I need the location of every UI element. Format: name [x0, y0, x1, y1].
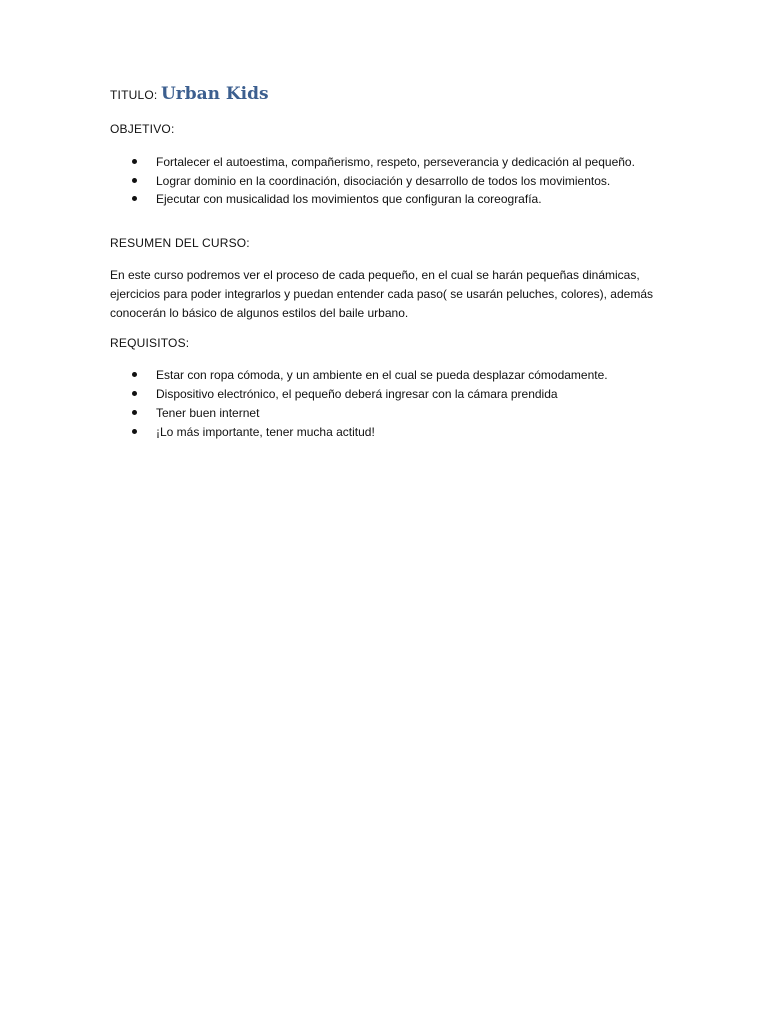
bullet-icon — [132, 178, 137, 183]
list-item-text: Lograr dominio en la coordinación, disociación y desarrollo de todos los movimientos. — [156, 174, 611, 188]
requisitos-heading: REQUISITOS: — [110, 336, 190, 350]
list-item-text: Estar con ropa cómoda, y un ambiente en el cual se pueda desplazar cómodamente. — [156, 368, 608, 382]
list-item-text: Fortalecer el autoestima, compañerismo, respeto, perseverancia y dedicación al pequeño. — [156, 155, 635, 169]
title-label: TITULO: — [110, 88, 161, 102]
resumen-heading: RESUMEN DEL CURSO: — [110, 236, 250, 250]
bullet-icon — [132, 372, 137, 377]
list-item — [110, 154, 670, 170]
objetivo-heading: OBJETIVO: — [110, 122, 175, 136]
bullet-icon — [132, 159, 137, 164]
objetivo-list — [110, 154, 670, 210]
list-item — [110, 173, 670, 189]
bullet-icon — [132, 391, 137, 396]
bullet-icon — [132, 196, 137, 201]
list-item-text: Dispositivo electrónico, el pequeño deberá ingresar con la cámara prendida — [156, 387, 558, 401]
list-item-text: ¡Lo más importante, tener mucha actitud! — [156, 425, 375, 439]
list-item — [110, 386, 670, 402]
title-value: Urban Kids — [160, 84, 269, 104]
bullet-icon — [132, 410, 137, 415]
bullet-icon — [132, 429, 137, 434]
list-item — [110, 405, 670, 421]
title-line — [110, 84, 269, 104]
list-item-text: Ejecutar con musicalidad los movimientos que configuran la coreografía. — [156, 192, 542, 206]
list-item — [110, 367, 670, 383]
list-item — [110, 191, 670, 207]
list-item — [110, 424, 670, 440]
requisitos-list — [110, 367, 670, 443]
resumen-paragraph: En este curso podremos ver el proceso de cada pequeño, en el cual se harán pequeñas dinámicas, ejercicios para poder integrarlos y puedan entender cada paso( se usarán peluches, colores), además conocerán lo básico de algunos estilos del baile urbano. — [110, 268, 653, 320]
list-item-text: Tener buen internet — [156, 406, 260, 420]
